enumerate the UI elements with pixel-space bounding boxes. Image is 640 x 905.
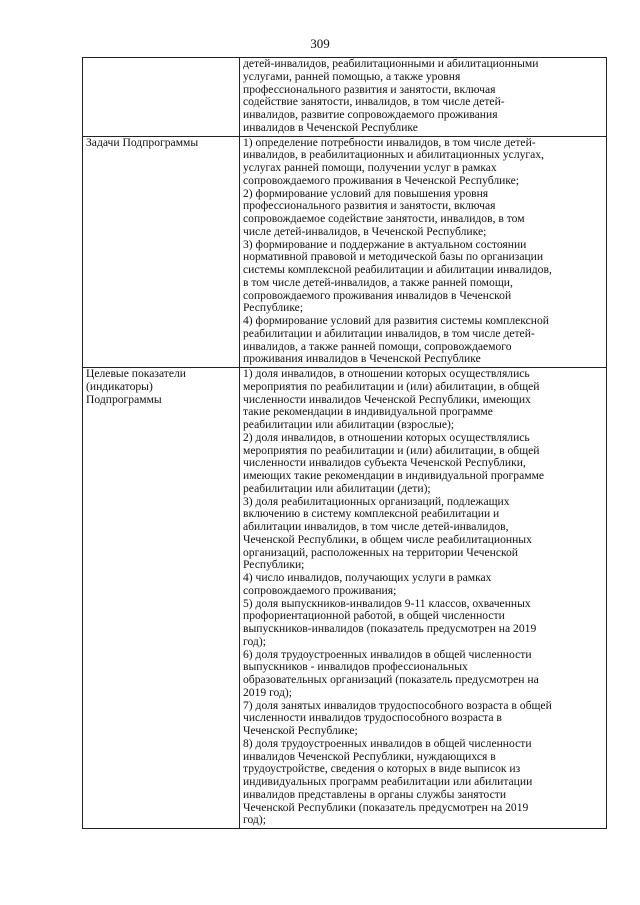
text-line: 4) число инвалидов, получающих услуги в рамках [243,571,492,584]
passport-table [82,57,607,829]
table-row-indicators [83,368,607,829]
text-line: выпускников - инвалидов профессиональных [243,660,468,674]
text-line: услугах ранней помощи, получении услуг в рамках [243,161,497,174]
text-line: 1) определение потребности инвалидов, в том числе детей- [243,135,536,149]
text-line: организаций, расположенных на территории Чеченской [243,545,519,559]
text-line: реабилитации или абилитации (взрослые); [243,418,455,431]
text-line: образовательных организаций (показатель предусмотрен на [243,673,539,686]
text-line: профессионального развития и занятости, включая [243,82,496,96]
text-line: Чеченской Республике; [243,724,358,737]
table-row-tasks [83,136,607,368]
row-label: (индикаторы) [86,379,153,393]
row-label: Целевые показатели [86,367,186,380]
text-line: 2) формирование условий для повышения уровня [243,186,489,200]
text-line: инвалидов, в реабилитационных и абилитационных услугах, [243,148,545,162]
text-line: имеющих такие рекомендации в индивидуальной программе [243,469,545,482]
text-line: инвалидов Чеченской Республики, нуждающихся в [243,749,496,763]
text-line: мероприятия по реабилитации и (или) абилитации, в общей [243,443,540,457]
text-line: 8) доля трудоустроенных инвалидов в общей численности [243,736,532,750]
text-line: 1) доля инвалидов, в отношении которых осуществлялись [243,367,530,380]
text-line: численности инвалидов трудоспособного возраста в [243,711,502,725]
text-line: профессионального развития и занятости, включая [243,199,496,213]
text-line: мероприятия по реабилитации и (или) абилитации, в общей [243,379,540,393]
row-label-cell [83,58,240,137]
row-content-cell [240,58,607,137]
text-line: проживания инвалидов в Чеченской Республике [243,352,481,366]
text-line: 5) доля выпускников-инвалидов 9-11 классов, охваченных [243,596,531,610]
text-line: трудоустройстве, сведения о которых в виде выписок из [243,762,521,776]
text-line: инвалидов в Чеченской Республике [243,120,418,134]
text-line: Чеченской Республики (показатель предусмотрен на 2019 [243,800,529,814]
text-line: нормативной правовой и методической базы по организации [243,250,544,264]
text-line: сопровождаемое содействие занятости, инвалидов, в том [243,212,525,225]
text-line: услугами, ранней помощью, а также уровня [243,69,461,83]
text-line: год); [243,813,266,827]
text-line: детей-инвалидов, реабилитационными и абилитационными [243,57,539,70]
text-line: сопровождаемого проживания в Чеченской Республике; [243,173,520,187]
text-line: реабилитации или абилитации (дети); [243,481,431,495]
text-line: сопровождаемого проживания инвалидов в Чеченской [243,288,512,302]
text-line: инвалидов, развитие сопровождаемого проживания [243,108,498,121]
text-line: год); [243,634,266,648]
text-line: 2) доля инвалидов, в отношении которых осуществлялись [243,430,530,444]
text-line: профориентационной работой, в общей численности [243,609,505,623]
table-row-goal-continuation [83,58,607,137]
row-label-cell [83,136,240,368]
text-line: численности инвалидов Чеченской Республики, имеющих [243,392,531,406]
text-line: содействие занятости, инвалидов, в том числе детей- [243,95,505,109]
text-line: 7) доля занятых инвалидов трудоспособного возраста в общей [243,698,552,712]
text-line: сопровождаемого проживания; [243,583,397,597]
text-line: 2019 год); [243,685,292,699]
row-content-cell [240,136,607,368]
text-line: 4) формирование условий для развития системы комплексной [243,314,549,327]
text-line: в том числе детей-инвалидов, а также ранней помощи, [243,275,513,289]
text-line: выпускников-инвалидов (показатель предусмотрен на 2019 [243,622,537,635]
text-line: такие рекомендации в индивидуальной программе [243,405,493,419]
row-content-cell [240,368,607,829]
row-label: Задачи Подпрограммы [86,135,199,149]
text-line: 3) формирование и поддержание в актуальном состоянии [243,237,527,251]
text-line: индивидуальных программ реабилитации или абилитации [243,775,533,788]
text-line: числе детей-инвалидов, в Чеченской Республике; [243,224,487,238]
text-line: реабилитации и абилитации инвалидов, в том числе детей- [243,326,535,340]
row-label-cell [83,368,240,829]
text-line: 6) доля трудоустроенных инвалидов в общей численности [243,647,532,661]
text-line: численности инвалидов субъекта Чеченской Республики, [243,456,526,470]
page-number: 309 [310,36,330,51]
row-label: Подпрограммы [86,392,162,406]
text-line: инвалидов представлены в органы службы занятости [243,787,507,801]
text-line: системы комплексной реабилитации и абилитации инвалидов, [243,263,552,276]
text-line: включению в систему комплексной реабилитации и [243,507,500,521]
text-line: Республики; [243,558,305,572]
text-line: абилитации инвалидов, в том числе детей-инвалидов, [243,520,509,533]
text-line: инвалидов, а также ранней помощи, сопровождаемого [243,339,512,353]
text-line: Чеченской Республики, в общем числе реабилитационных [243,532,532,546]
text-line: Республике; [243,301,304,315]
text-line: 3) доля реабилитационных организаций, подлежащих [243,494,510,508]
